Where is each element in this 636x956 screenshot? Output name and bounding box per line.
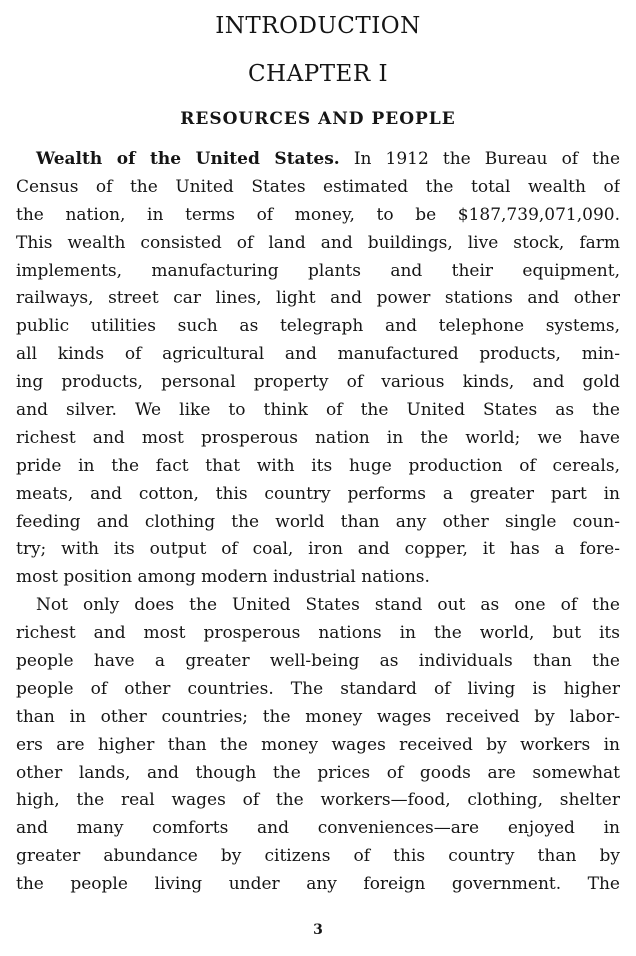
text-line: ing products, personal property of various kinds, and gold <box>16 372 620 393</box>
section-heading: INTRODUCTION <box>215 13 421 39</box>
paragraph-lead: Wealth of the United States. <box>36 149 340 169</box>
text-line: all kinds of agricultural and manufactured products, min- <box>16 344 620 365</box>
page-number: 3 <box>313 922 323 938</box>
text-line: Census of the United States estimated the total wealth of <box>16 176 620 197</box>
text-line: people of other countries. The standard of living is higher <box>16 678 620 699</box>
text-line: richest and most prosperous nations in the world, but its <box>16 623 620 644</box>
text-line: ers are higher than the money wages received by workers in <box>16 734 620 755</box>
text-line: people have a greater well-being as individuals than the <box>16 651 620 672</box>
text-line: the nation, in terms of money, to be $187,739,071,090. <box>16 204 620 225</box>
text-line: and many comforts and conveniences—are enjoyed in <box>16 818 620 839</box>
text-line: implements, manufacturing plants and their equipment, <box>16 260 620 281</box>
paragraph-2 <box>16 592 620 899</box>
text-line: other lands, and though the prices of goods are somewhat <box>16 762 620 783</box>
text-line: meats, and cotton, this country performs a greater part in <box>16 483 620 504</box>
text-line: than in other countries; the money wages received by labor- <box>16 706 620 727</box>
text-line: the people living under any foreign government. The <box>16 874 620 895</box>
text-line: public utilities such as telegraph and telephone systems, <box>16 316 620 337</box>
text-line: Not only does the United States stand out as one of the <box>36 595 620 616</box>
text-line: and silver. We like to think of the United States as the <box>16 400 620 421</box>
text-line: railways, street car lines, light and power stations and other <box>16 288 620 309</box>
text-line: pride in the fact that with its huge production of cereals, <box>16 455 620 476</box>
body-text <box>16 146 620 899</box>
text-line: try; with its output of coal, iron and copper, it has a fore- <box>16 539 620 560</box>
text-line <box>16 146 620 174</box>
text-line: richest and most prosperous nation in the world; we have <box>16 427 620 448</box>
text-line: high, the real wages of the workers—food, clothing, shelter <box>16 790 620 811</box>
text-line: feeding and clothing the world than any other single coun- <box>16 511 620 532</box>
chapter-title: RESOURCES AND PEOPLE <box>180 109 456 129</box>
line-text: In 1912 the Bureau of the <box>353 149 620 169</box>
paragraph-1 <box>16 146 620 592</box>
text-line: most position among modern industrial nations. <box>16 567 430 588</box>
text-line: greater abundance by citizens of this country than by <box>16 846 620 867</box>
chapter-heading: CHAPTER I <box>247 61 389 87</box>
text-line: This wealth consisted of land and buildings, live stock, farm <box>16 232 620 253</box>
